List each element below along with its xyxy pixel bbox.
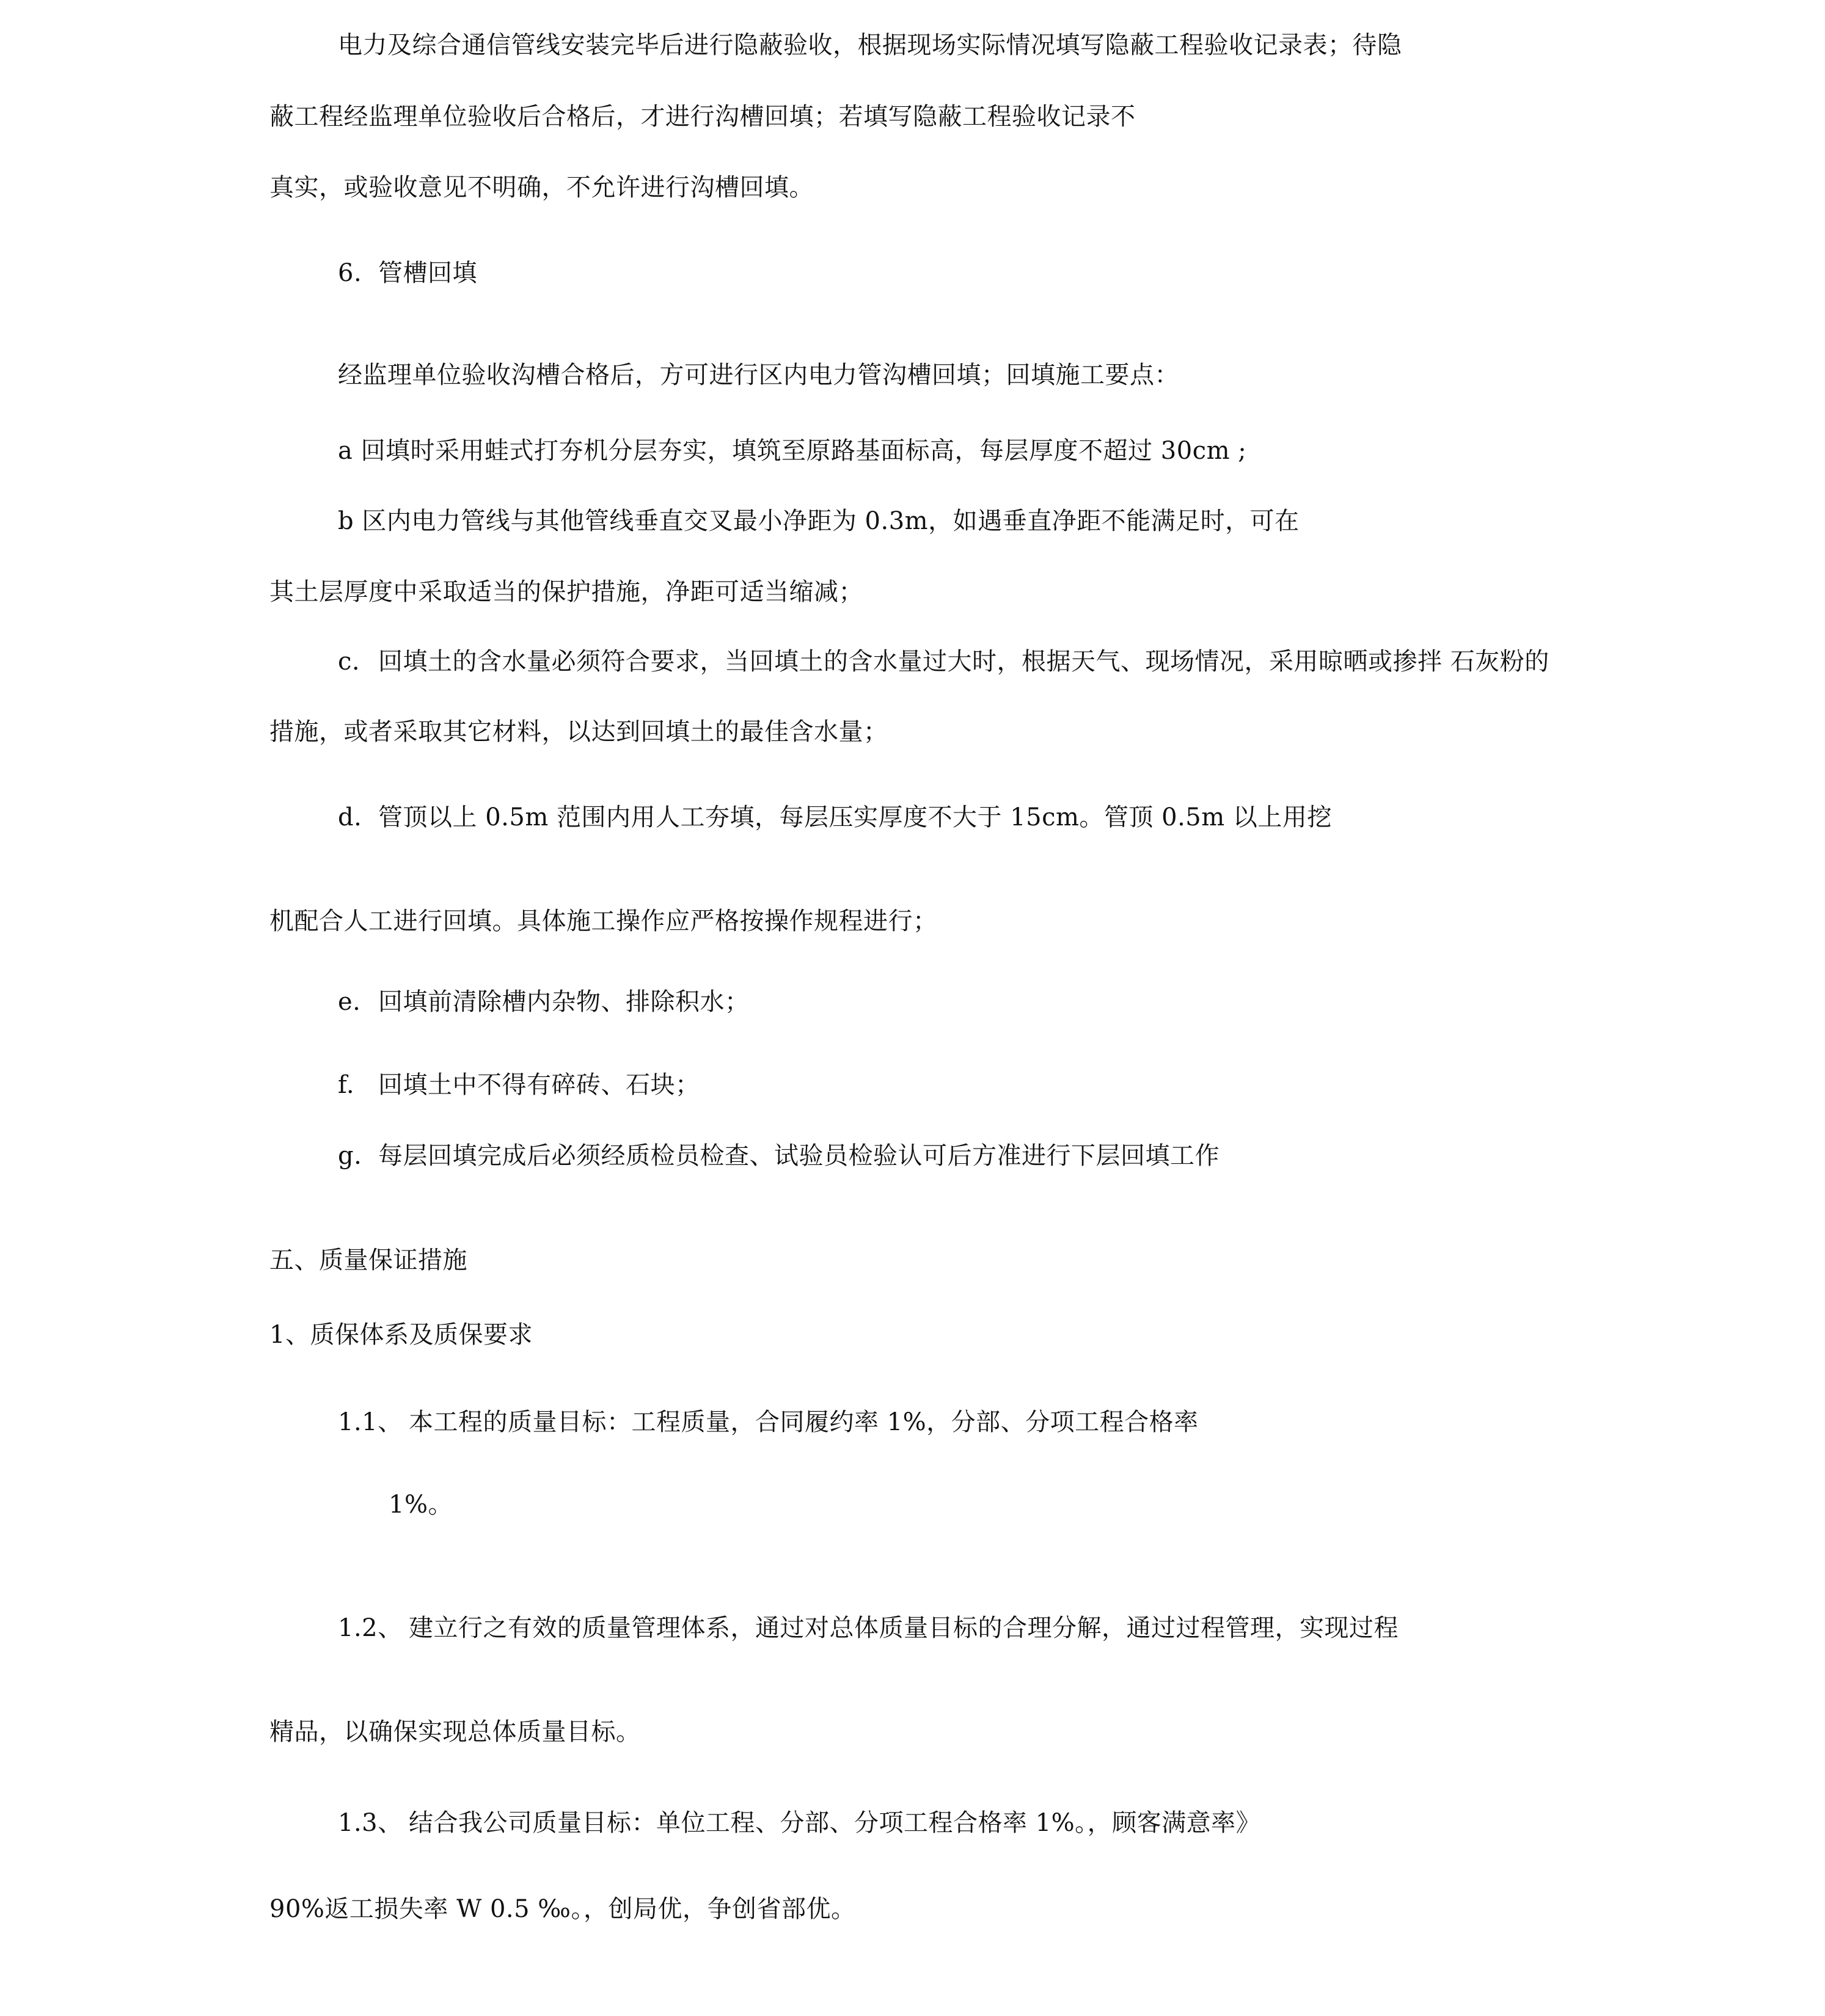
paragraph-line: 1%。 — [389, 1491, 453, 1519]
clause-1-1: 1.1、 本工程的质量目标：工程质量，合同履约率 1%，分部、分项工程合格率 — [338, 1405, 1199, 1439]
list-item-a: a 回填时采用蛙式打夯机分层夯实，填筑至原路基面标高，每层厚度不超过 30cm ; — [338, 437, 1247, 465]
clause-number: 1.1、 — [338, 1408, 403, 1436]
paragraph-line: 机配合人工进行回填。具体施工操作应严格按操作规程进行； — [269, 907, 938, 935]
paragraph-line: 真实，或验收意见不明确，不允许进行沟槽回填。 — [269, 173, 814, 202]
list-item-b: b 区内电力管线与其他管线垂直交叉最小净距为 0.3m，如遇垂直净距不能满足时，可在 — [338, 507, 1300, 535]
subsection-heading: 1、质保体系及质保要求 — [269, 1321, 533, 1349]
paragraph-line: 精品，以确保实现总体质量目标。 — [269, 1718, 641, 1746]
paragraph-line: 电力及综合通信管线安装完毕后进行隐蔽验收，根据现场实际情况填写隐蔽工程验收记录表；待隐 — [338, 31, 1402, 59]
list-marker: c. — [338, 648, 360, 676]
list-marker: d. — [338, 803, 362, 831]
paragraph-line: 经监理单位验收沟槽合格后，方可进行区内电力管沟槽回填；回填施工要点： — [338, 361, 1179, 389]
heading-number: 6. — [338, 259, 362, 287]
list-marker: e. — [338, 988, 361, 1016]
clause-number: 1.3、 — [338, 1809, 403, 1837]
list-item-d: d. 管顶以上 0.5m 范围内用人工夯填，每层压实厚度不大于 15cm。管顶 0.5m 以上用挖 — [338, 800, 1332, 835]
clause-1-2: 1.2、 建立行之有效的质量管理体系，通过对总体质量目标的合理分解，通过过程管理，实现过程 — [338, 1611, 1399, 1645]
paragraph-line: 90%返工损失率 W 0.5 ‰。，创局优，争创省部优。 — [269, 1895, 856, 1923]
paragraph-line: 措施，或者采取其它材料，以达到回填土的最佳含水量； — [269, 718, 888, 746]
section-heading — [338, 256, 477, 290]
clause-1-3: 1.3、 结合我公司质量目标：单位工程、分部、分项工程合格率 1%。，顾客满意率》 — [338, 1806, 1260, 1840]
heading-text: 管槽回填 — [378, 259, 477, 287]
list-marker: g. — [338, 1142, 362, 1170]
clause-number: 1.2、 — [338, 1614, 403, 1642]
list-item-f: f. 回填土中不得有碎砖、石块； — [338, 1068, 700, 1102]
list-item-c: c. 回填土的含水量必须符合要求，当回填土的含水量过大时，根据天气、现场情况，采用晾晒或掺拌 石灰粉的 — [338, 645, 1549, 679]
list-item-g: g. 每层回填完成后必须经质检员检查、试验员检验认可后方准进行下层回填工作 — [338, 1139, 1220, 1173]
list-item-e: e. 回填前清除槽内杂物、排除积水； — [338, 985, 750, 1019]
paragraph-line: 蔽工程经监理单位验收后合格后，才进行沟槽回填；若填写隐蔽工程验收记录不 — [269, 103, 1136, 131]
list-marker: f. — [338, 1071, 355, 1099]
chapter-heading: 五、质量保证措施 — [269, 1246, 467, 1274]
paragraph-line: 其土层厚度中采取适当的保护措施，净距可适当缩减； — [269, 578, 863, 606]
